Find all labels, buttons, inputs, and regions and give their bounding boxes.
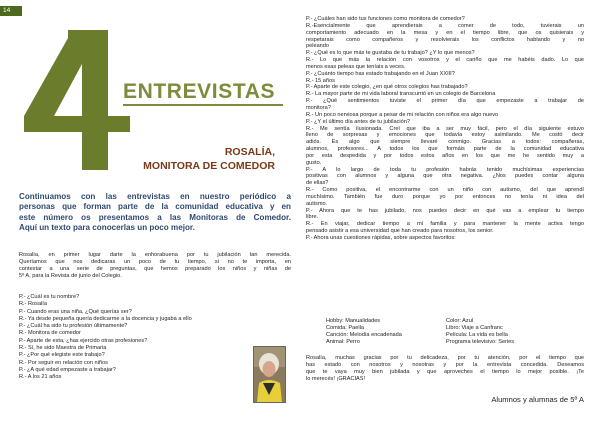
qa-line: R.- Por seguir en relación con niños [19,359,108,366]
intro-line: personas que forman parte de la comunidad educativa y en [19,202,291,212]
qa-line: autismo. [306,200,328,207]
subtitle-line: MONITORA DE COMEDOR [143,160,275,172]
favorite-item: Comida: Paella [326,325,364,331]
favorites-row [326,332,556,339]
qa-line: P.- ¿Qué sentimientos tuviste el primer día que empezaste a trabajar de [306,98,584,105]
qa-line: monitora? [306,104,331,111]
body-line: Queríamos que nos dedicaras un poco de tu tiempo, si no te importa, en [19,259,291,266]
qa-line: P.- ¿Cuál es tu nombre? [19,294,80,300]
qa-line: P.- Cuando eras una niña, ¿Qué querías ser? [19,308,132,315]
qa-line: libre. [306,214,319,221]
body-line: contestar a una serie de preguntas, que hemos preparado los niños y niñas de [19,266,291,273]
qa-line: alumnos, profesores... A todos los que formáis parte de la comunidad educativa [306,146,584,153]
closing-line: lo merecés! ¡GRACIAS! [306,376,366,382]
favorites-row [326,318,556,325]
body-line: 5º A, para la Revista de junio del Colegio. [19,273,122,280]
interview-questions-left [19,294,244,382]
closing-paragraph [306,355,584,383]
qa-line: R.- En viajar, dedicar tiempo a mi familia y para mantener la mente activa tengo [306,221,584,228]
portrait-image [254,347,285,402]
favorites-list [326,318,556,346]
qa-line: P.- ¿Por qué elegiste este trabajo? [19,352,105,359]
qa-line: R.- Me sentía ilusionada. Creí que iba a ser muy fácil, pero el día siguiente estuvo [306,125,584,132]
qa-line: R.- La mayor parte de mi vida laboral transcurrió en un colegio de Barcelona [306,91,496,98]
body-line: Rosalía, en primer lugar darte la enhorabuena por tu jubilación tan merecida. [19,252,291,258]
qa-line: P.- Aparte de esta, ¿has ejercido otras profesiones? [19,337,148,344]
qa-line: P.- ¿A qué edad empezaste a trabajar? [19,366,116,373]
qa-line: respetarais como compañeros y resolvierais los conflictos hablando y no [306,36,584,43]
qa-line: P.- A lo largo de toda tu profesión habrás tenido muchísimas experiencias [306,166,584,173]
closing-line: Rosalía, muchas gracias por tu delicadeza, por tu atención, por el tiempo que [306,355,584,361]
intro-paragraph [19,192,291,234]
interview-right-column [306,16,584,242]
qa-line: R.- Ya desde pequeña quería dedicarme a la docencia y jugaba a ello [19,315,192,322]
portrait-photo [253,346,286,403]
closing-line: has estado con nosotros y nosotras y por la entrevista concedida. Deseamos [306,362,584,368]
qa-line: P.- Aparte de este colegio, ¿en qué otros colegios has trabajado? [306,84,468,91]
qa-line: peleando [306,43,330,50]
intro-line: Aquí un texto para conocerlas un poco mejor. [19,223,195,233]
qa-line: R.- Un poco nerviosa porque a pesar de mi relación con niños era algo nuevo [306,111,499,118]
closing-line: que te vaya muy bien jubilada y que aproveches el tiempo lo mejor posible. ¡Te [306,369,584,375]
qa-line: comportamiento adecuado en la mesa y en el tiempo libre, que os quisierais y [306,29,584,36]
qa-line: P.- ¿Y el último día antes de tu jubilación? [306,118,410,125]
qa-line: P.- ¿Cuál ha sido tu profesión últimamente? [19,323,128,330]
qa-line: adiós. Es algo que siempre llevaré conmigo. Gracias a todos: compañeras, [306,139,584,146]
qa-line: lleno de sorpresas y emociones que todavía estoy asimilando. Me costó decir [306,132,584,139]
section-number-graphic [24,28,134,173]
favorites-row [326,339,556,346]
qa-line: R.-Esencialmente que aprendierais a comer de todo, tuvierais un [306,22,584,29]
qa-line: R.- A los 21 años [19,374,62,381]
qa-line: P.- ¿Qué es lo que más te gustaba de tu trabajo? ¿Y lo que menos? [306,50,475,57]
qa-line: por esta despedida y por todos estos años en los que me he sentido muy a [306,152,584,159]
qa-line: de ellas? [306,180,329,187]
opening-paragraph [19,252,291,280]
favorite-item: Programa televisivo: Series [446,339,515,345]
qa-line: R.- Monitora de comedor [19,330,81,337]
favorite-item: Canción: Melodía encadenada [326,332,402,338]
favorites-row [326,325,556,332]
intro-line: este número os presentamos a las Monitoras de Comedor. [19,212,291,222]
favorite-item: Película: La vida es bella [446,332,508,338]
qa-line: P.- Ahora unas cuestiones rápidas, sobre aspectos favoritos: [306,235,456,241]
qa-line: R.- Rosalía [19,301,47,308]
title-underline [123,104,283,106]
favorite-item: Animal: Perro [326,339,360,345]
favorite-item: Color: Azul [446,318,474,324]
page-number: 14 [3,7,11,14]
qa-line: P.- Ahora que te has jubilado, nos puedes decir en qué vas a emplear tu tiempo [306,207,584,214]
qa-line: gusto. [306,159,322,166]
favorite-item: Libro: Viaje a Canfranc [446,325,503,331]
qa-line: muchísimo. También fue duro porque yo por entonces no tenía ni idea del [306,193,584,200]
qa-line: R.- 15 años [306,77,335,84]
qa-line: R.- Lo que más la relación con vosotros y el cariño que me habéis dado. Lo que [306,57,584,64]
qa-line: P.- ¿Cuáles han sido tus funciones como monitora de comedor? [306,16,465,22]
qa-line: R.- Sí, he sido Maestra de Primaria [19,345,107,352]
qa-line: positivas con alumnos y alguna que otra negativa. ¿Nos puedes contar alguna [306,173,584,180]
page-title: ENTREVISTAS [123,80,276,103]
favorite-item: Hobby: Manualidades [326,318,381,324]
subtitle [143,145,275,173]
qa-line: pensado asistir a esa universidad que han creado para nosotros, los senior. [306,228,494,235]
qa-line: P.- ¿Cuánto tiempo has estado trabajando en el Juan XXIII? [306,70,455,77]
subtitle-line: ROSALÍA, [224,146,275,158]
qa-line: R.- Como positiva, el encontrarme con un niño con autismo, del que aprendí [306,187,584,194]
signature: Alumnos y alumnas de 5º A [491,395,584,404]
qa-line: menos esas peleas que teníais a veces. [306,63,406,70]
intro-line: Continuamos con las entrevistas en nuestro periódico a [19,192,291,201]
